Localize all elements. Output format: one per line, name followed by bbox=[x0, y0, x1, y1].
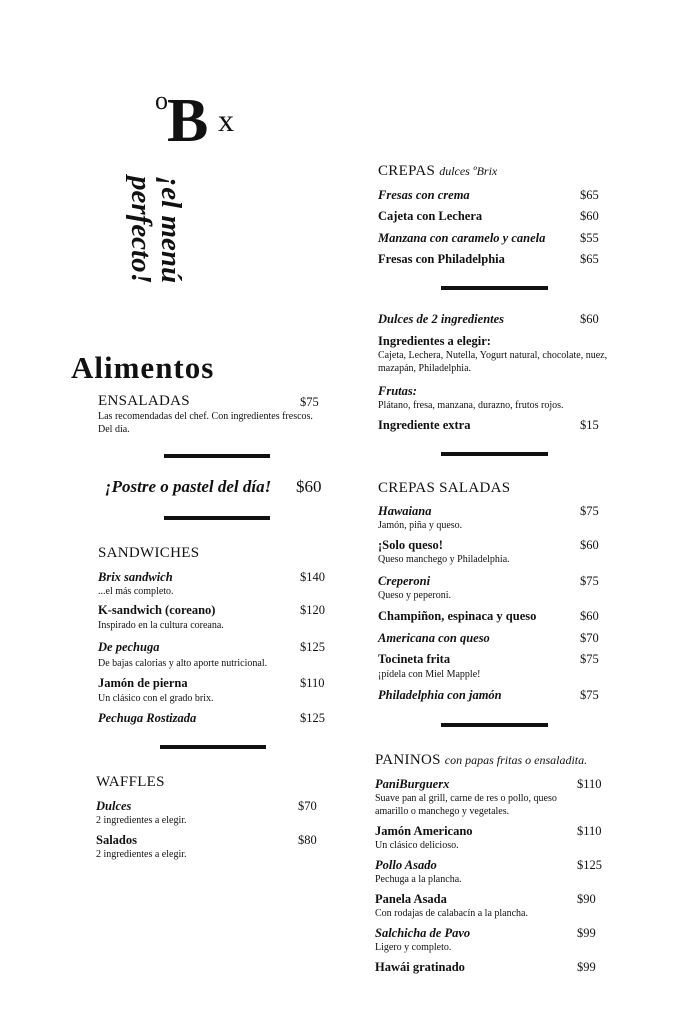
logo-degree: o bbox=[155, 86, 168, 115]
menu-item-price: $110 bbox=[577, 824, 602, 838]
menu-item-name: Brix sandwich bbox=[98, 570, 173, 584]
menu-item-desc: Ligero y completo. bbox=[375, 942, 452, 953]
menu-item-name: K-sandwich (coreano) bbox=[98, 603, 216, 617]
menu-item-desc: Un clásico delicioso. bbox=[375, 840, 459, 851]
divider bbox=[441, 286, 548, 290]
menu-item-name: Cajeta con Lechera bbox=[378, 209, 483, 223]
waffles-title: WAFFLES bbox=[96, 774, 165, 790]
menu-item-desc: Jamón, piña y queso. bbox=[378, 520, 463, 531]
menu-item-desc: De bajas calorias y alto aporte nutricional. bbox=[98, 658, 268, 669]
menu-item-price: $65 bbox=[580, 188, 599, 202]
menu-item-desc: ¡pídela con Miel Mapple! bbox=[378, 669, 481, 680]
menu-item-price: $55 bbox=[580, 231, 599, 245]
menu-item-name: Creperoni bbox=[378, 574, 431, 588]
menu-item-name: Pollo Asado bbox=[375, 858, 437, 872]
menu-item-desc: ...el más completo. bbox=[98, 586, 174, 597]
frutas-title: Frutas: bbox=[378, 384, 417, 398]
menu-item-name: Ingrediente extra bbox=[378, 418, 471, 432]
ensaladas-desc: Las recomendadas del chef. Con ingredientes frescos. Del día. bbox=[98, 411, 313, 435]
ingredients-desc: Cajeta, Lechera, Nutella, Yogurt natural, chocolate, nuez, mazapán, Philadelphia. bbox=[378, 350, 608, 374]
divider bbox=[441, 452, 548, 456]
postre-price: $60 bbox=[296, 477, 322, 496]
menu-item-name: Fresas con Philadelphia bbox=[378, 252, 505, 266]
ingredients-title: Ingredientes a elegir: bbox=[378, 334, 491, 348]
menu-item-name: Champiñon, espinaca y queso bbox=[378, 609, 537, 623]
menu-item-name: Salchicha de Pavo bbox=[375, 926, 471, 940]
menu-item-name: Tocineta frita bbox=[378, 652, 451, 666]
menu-item-name: ¡Solo queso! bbox=[378, 538, 443, 552]
menu-item-price: $65 bbox=[580, 252, 599, 266]
crepas-title bbox=[378, 163, 497, 180]
menu-item-price: $90 bbox=[577, 892, 596, 906]
menu-item-price: $99 bbox=[577, 960, 596, 974]
menu-item-name: Fresas con crema bbox=[378, 188, 470, 202]
menu-item-name: De pechuga bbox=[98, 640, 160, 654]
crepas-saladas-title: CREPAS SALADAS bbox=[378, 480, 511, 496]
menu-item-name: Dulces bbox=[96, 799, 132, 813]
postre-label: ¡Postre o pastel del día! bbox=[105, 477, 272, 496]
menu-item-price: $75 bbox=[580, 574, 599, 588]
frutas-desc: Plátano, fresa, manzana, durazno, frutos rojos. bbox=[378, 400, 564, 411]
menu-item-price: $125 bbox=[300, 640, 325, 654]
menu-item-name: Panela Asada bbox=[375, 892, 447, 906]
menu-item-price: $140 bbox=[300, 570, 325, 584]
menu-item-name: Salados bbox=[96, 833, 137, 847]
menu-item-price: $70 bbox=[580, 631, 599, 645]
paninos-subtitle: con papas fritas o ensaladita. bbox=[444, 753, 588, 767]
menu-item-price: $15 bbox=[580, 418, 599, 432]
menu-item-price: $60 bbox=[580, 609, 599, 623]
menu-item-name: Hawái gratinado bbox=[375, 960, 465, 974]
paninos-title-text: PANINOS bbox=[375, 752, 441, 768]
menu-item-desc: 2 ingredientes a elegir. bbox=[96, 815, 187, 826]
menu-item-name: Jamón Americano bbox=[375, 824, 473, 838]
menu-item-name: Pechuga Rostizada bbox=[98, 711, 197, 725]
menu-item-desc: Queso y peperoni. bbox=[378, 590, 452, 601]
divider bbox=[441, 723, 548, 727]
menu-item-price: $120 bbox=[300, 603, 325, 617]
sandwiches-title: SANDWICHES bbox=[98, 545, 200, 561]
divider bbox=[164, 454, 270, 458]
menu-item-price: $75 bbox=[580, 504, 599, 518]
menu-item-name: PaniBurguerx bbox=[375, 777, 450, 791]
menu-item-price: $60 bbox=[580, 209, 599, 223]
menu-item-price: $60 bbox=[580, 312, 599, 326]
menu-item-price: $80 bbox=[298, 833, 317, 847]
menu-item-name: Jamón de pierna bbox=[98, 676, 188, 690]
tagline-line-2: perfecto! bbox=[125, 176, 157, 284]
menu-item-name: Americana con queso bbox=[378, 631, 490, 645]
menu-item-desc: Con rodajas de calabacín a la plancha. bbox=[375, 908, 528, 919]
crepas-subtitle: dulces ºBrix bbox=[439, 164, 498, 178]
ensaladas-title: ENSALADAS bbox=[98, 393, 190, 409]
menu-item-desc: Pechuga a la plancha. bbox=[375, 874, 462, 885]
paninos-title bbox=[375, 752, 587, 769]
menu-item-price: $125 bbox=[300, 711, 325, 725]
menu-item-price: $75 bbox=[580, 652, 599, 666]
menu-item-price: $99 bbox=[577, 926, 596, 940]
page-title: Alimentos bbox=[71, 350, 215, 385]
divider bbox=[160, 745, 266, 749]
menu-item-price: $75 bbox=[580, 688, 599, 702]
menu-item-price: $60 bbox=[580, 538, 599, 552]
menu-item-desc: Inspirado en la cultura coreana. bbox=[98, 620, 224, 631]
menu-item-price: $110 bbox=[577, 777, 602, 791]
menu-item-desc: Queso manchego y Philadelphia. bbox=[378, 554, 510, 565]
brix-logo bbox=[155, 88, 255, 168]
menu-item-desc: 2 ingredientes a elegir. bbox=[96, 849, 187, 860]
divider bbox=[164, 516, 270, 520]
logo-x: x bbox=[218, 102, 234, 138]
crepas-title-text: CREPAS bbox=[378, 163, 436, 179]
menu-item-name: Manzana con caramelo y canela bbox=[378, 231, 546, 245]
menu-item-name: Dulces de 2 ingredientes bbox=[378, 312, 505, 326]
logo-b: B bbox=[167, 87, 209, 155]
tagline-line-1: ¡el menú bbox=[155, 176, 187, 284]
menu-item-desc: Suave pan al grill, carne de res o pollo, queso amarillo o manchego y vegetales. bbox=[375, 793, 557, 817]
menu-item-price: $125 bbox=[577, 858, 602, 872]
menu-item-price: $70 bbox=[298, 799, 317, 813]
menu-item-name: Hawaiana bbox=[378, 504, 432, 518]
ensaladas-price: $75 bbox=[300, 395, 319, 409]
menu-item-name: Philadelphia con jamón bbox=[378, 688, 502, 702]
menu-item-desc: Un clásico con el grado brix. bbox=[98, 693, 214, 704]
menu-item-price: $110 bbox=[300, 676, 325, 690]
